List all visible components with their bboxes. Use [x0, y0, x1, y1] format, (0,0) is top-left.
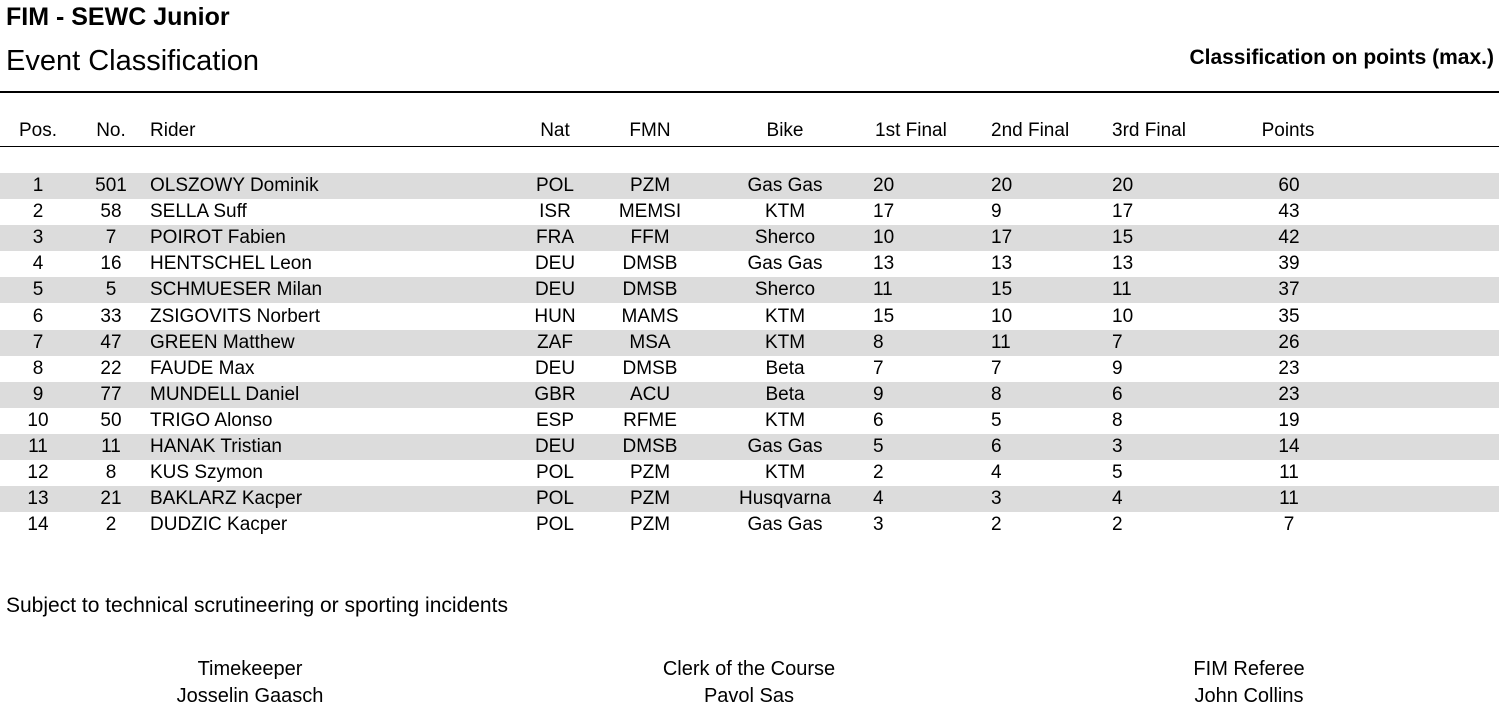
cell-no: 21	[100, 488, 122, 510]
cell-bike: KTM	[764, 462, 806, 484]
cell-nat: DEU	[534, 357, 576, 379]
cell-bike: KTM	[764, 409, 806, 431]
cell-final2: 5	[991, 409, 1002, 431]
cell-final2: 6	[991, 436, 1002, 457]
signature-name: Pavol Sas	[703, 685, 795, 707]
cell-final1: 17	[873, 201, 895, 223]
cell-pos: 11	[28, 436, 48, 457]
header-divider	[0, 146, 1499, 147]
column-header-final3: 3rd Final	[1112, 120, 1186, 141]
cell-final1: 2	[873, 462, 884, 484]
cell-bike: Husqvarna	[739, 488, 831, 510]
table-row	[0, 434, 1499, 460]
cell-no: 2	[105, 514, 117, 536]
cell-final3: 6	[1112, 383, 1123, 405]
cell-pos: 12	[27, 462, 49, 484]
top-divider	[0, 91, 1499, 93]
cell-final2: 2	[991, 514, 1002, 536]
cell-pos: 4	[32, 253, 44, 275]
cell-final3: 17	[1112, 201, 1134, 223]
cell-rider: OLSZOWY Dominik	[150, 175, 319, 196]
column-header-final1: 1st Final	[875, 120, 947, 141]
cell-final2: 8	[991, 383, 1002, 405]
cell-bike: Beta	[765, 357, 805, 379]
cell-fmn: DMSB	[622, 357, 678, 379]
cell-no: 501	[95, 175, 127, 196]
footnote: Subject to technical scrutineering or sporting incidents	[6, 594, 508, 617]
cell-fmn: DMSB	[622, 436, 678, 457]
cell-final1: 10	[873, 227, 895, 249]
cell-fmn: MAMS	[621, 305, 679, 327]
cell-final1: 13	[873, 253, 895, 275]
cell-no: 77	[100, 383, 122, 405]
cell-final2: 3	[991, 488, 1002, 510]
cell-rider: SCHMUESER Milan	[150, 279, 323, 301]
table-row	[0, 408, 1499, 434]
cell-points: 26	[1278, 331, 1300, 353]
cell-final1: 11	[873, 279, 893, 301]
cell-points: 39	[1278, 253, 1300, 275]
cell-pos: 8	[32, 357, 44, 379]
table-row	[0, 512, 1499, 538]
cell-final2: 15	[991, 279, 1013, 301]
cell-nat: POL	[535, 514, 575, 536]
cell-points: 19	[1278, 409, 1300, 431]
cell-final1: 15	[873, 305, 895, 327]
cell-final3: 8	[1112, 409, 1123, 431]
cell-bike: KTM	[764, 201, 806, 223]
cell-final3: 11	[1112, 279, 1132, 301]
cell-fmn: RFME	[623, 409, 677, 431]
cell-final3: 20	[1112, 175, 1134, 196]
cell-no: 50	[100, 409, 122, 431]
cell-pos: 6	[32, 305, 44, 327]
cell-final1: 6	[873, 409, 884, 431]
cell-pos: 5	[32, 279, 44, 301]
cell-final1: 4	[873, 488, 884, 510]
cell-points: 11	[1279, 462, 1299, 484]
cell-points: 7	[1283, 514, 1295, 536]
cell-final3: 3	[1112, 436, 1123, 457]
table-row	[0, 173, 1499, 199]
cell-final3: 13	[1112, 253, 1134, 275]
cell-final2: 4	[991, 462, 1002, 484]
cell-no: 11	[101, 436, 121, 457]
table-row	[0, 225, 1499, 251]
cell-no: 58	[100, 201, 122, 223]
cell-bike: KTM	[764, 305, 806, 327]
signature-name: Josselin Gaasch	[176, 685, 324, 707]
cell-final2: 20	[991, 175, 1013, 196]
cell-no: 5	[105, 279, 117, 301]
cell-no: 8	[105, 462, 117, 484]
cell-pos: 14	[27, 514, 49, 536]
cell-fmn: PZM	[629, 175, 671, 196]
cell-pos: 13	[27, 488, 49, 510]
cell-rider: HENTSCHEL Leon	[150, 253, 312, 275]
cell-fmn: MEMSI	[618, 201, 682, 223]
cell-bike: Gas Gas	[747, 514, 823, 536]
cell-final2: 9	[991, 201, 1002, 223]
cell-points: 43	[1278, 201, 1300, 223]
cell-final2: 10	[991, 305, 1013, 327]
cell-final2: 13	[991, 253, 1013, 275]
column-header-pos: Pos.	[18, 120, 58, 141]
cell-no: 16	[100, 253, 122, 275]
cell-nat: ZAF	[537, 331, 573, 353]
cell-final2: 17	[991, 227, 1013, 249]
cell-fmn: ACU	[629, 383, 671, 405]
cell-nat: FRA	[536, 227, 574, 249]
cell-nat: DEU	[534, 253, 576, 275]
cell-final3: 4	[1112, 488, 1123, 510]
signature-name: John Collins	[1194, 685, 1304, 707]
table-row	[0, 277, 1499, 303]
cell-final1: 3	[873, 514, 884, 536]
cell-bike: Sherco	[754, 227, 816, 249]
cell-points: 23	[1278, 357, 1300, 379]
table-row	[0, 304, 1499, 330]
document-title: FIM - SEWC Junior	[6, 3, 230, 31]
cell-pos: 9	[32, 383, 44, 405]
cell-nat: POL	[535, 462, 575, 484]
cell-fmn: FFM	[630, 227, 670, 249]
table-row	[0, 382, 1499, 408]
cell-rider: ZSIGOVITS Norbert	[150, 305, 320, 327]
cell-nat: ESP	[535, 409, 575, 431]
cell-no: 33	[100, 305, 122, 327]
column-header-no: No.	[96, 120, 126, 141]
cell-bike: Gas Gas	[747, 253, 823, 275]
column-header-points: Points	[1261, 120, 1315, 141]
column-header-nat: Nat	[540, 120, 570, 141]
cell-rider: KUS Szymon	[150, 462, 263, 484]
cell-fmn: DMSB	[622, 279, 678, 301]
cell-points: 11	[1279, 488, 1299, 510]
cell-fmn: DMSB	[622, 253, 678, 275]
cell-final1: 20	[873, 175, 895, 196]
cell-pos: 1	[32, 175, 44, 196]
cell-rider: POIROT Fabien	[150, 227, 286, 249]
cell-final1: 5	[873, 436, 884, 457]
table-row	[0, 251, 1499, 277]
cell-final3: 9	[1112, 357, 1123, 379]
cell-final3: 10	[1112, 305, 1134, 327]
cell-rider: DUDZIC Kacper	[150, 514, 288, 536]
cell-no: 7	[105, 227, 117, 249]
cell-rider: MUNDELL Daniel	[150, 383, 300, 405]
cell-nat: DEU	[534, 436, 576, 457]
cell-bike: Beta	[765, 383, 805, 405]
signature-role: FIM Referee	[1193, 658, 1305, 680]
cell-nat: DEU	[534, 279, 576, 301]
cell-rider: FAUDE Max	[150, 357, 255, 379]
cell-points: 23	[1278, 383, 1300, 405]
cell-final3: 5	[1112, 462, 1123, 484]
cell-rider: BAKLARZ Kacper	[150, 488, 303, 510]
classification-type: Classification on points (max.)	[1189, 46, 1494, 69]
cell-final3: 2	[1112, 514, 1123, 536]
cell-bike: KTM	[764, 331, 806, 353]
cell-points: 14	[1278, 436, 1300, 457]
cell-pos: 2	[32, 201, 44, 223]
cell-points: 42	[1278, 227, 1300, 249]
column-header-bike: Bike	[766, 120, 804, 141]
column-header-final2: 2nd Final	[991, 120, 1070, 141]
table-row	[0, 460, 1499, 486]
table-row	[0, 486, 1499, 512]
cell-fmn: PZM	[629, 514, 671, 536]
column-header-rider: Rider	[150, 120, 196, 141]
table-row	[0, 356, 1499, 382]
cell-nat: HUN	[534, 305, 576, 327]
cell-fmn: PZM	[629, 462, 671, 484]
cell-bike: Gas Gas	[747, 436, 823, 457]
cell-nat: ISR	[539, 201, 571, 223]
cell-final2: 7	[991, 357, 1002, 379]
cell-rider: HANAK Tristian	[150, 436, 282, 457]
cell-fmn: MSA	[629, 331, 671, 353]
cell-no: 22	[100, 357, 122, 379]
column-header-fmn: FMN	[629, 120, 671, 141]
cell-points: 60	[1278, 175, 1300, 196]
cell-final3: 15	[1112, 227, 1134, 249]
document-subtitle: Event Classification	[6, 45, 260, 77]
cell-bike: Gas Gas	[747, 175, 823, 196]
cell-pos: 10	[27, 409, 49, 431]
cell-final2: 11	[991, 331, 1011, 353]
signature-role: Clerk of the Course	[662, 658, 836, 680]
cell-final1: 7	[873, 357, 884, 379]
cell-fmn: PZM	[629, 488, 671, 510]
cell-nat: GBR	[534, 383, 576, 405]
cell-rider: GREEN Matthew	[150, 331, 295, 353]
cell-no: 47	[100, 331, 122, 353]
table-row	[0, 199, 1499, 225]
cell-points: 35	[1278, 305, 1300, 327]
cell-nat: POL	[535, 488, 575, 510]
cell-points: 37	[1278, 279, 1300, 301]
cell-bike: Sherco	[754, 279, 816, 301]
cell-final3: 7	[1112, 331, 1123, 353]
table-row	[0, 330, 1499, 356]
signature-role: Timekeeper	[197, 658, 303, 680]
cell-rider: TRIGO Alonso	[150, 409, 273, 431]
cell-nat: POL	[535, 175, 575, 196]
cell-final1: 8	[873, 331, 884, 353]
cell-pos: 3	[32, 227, 44, 249]
cell-rider: SELLA Suff	[150, 201, 247, 223]
cell-pos: 7	[32, 331, 44, 353]
cell-final1: 9	[873, 383, 884, 405]
